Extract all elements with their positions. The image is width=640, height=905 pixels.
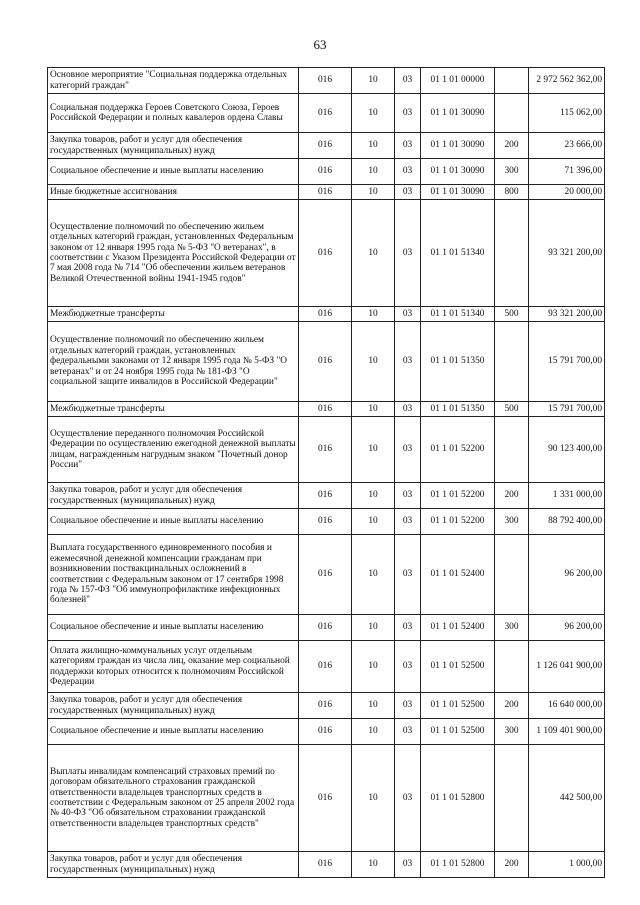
subsection-code-cell: 03 (395, 641, 421, 693)
section-code-cell: 10 (352, 852, 395, 878)
expense-type-cell (495, 745, 529, 852)
ministry-code-cell: 016 (299, 307, 352, 322)
table-row (48, 307, 605, 322)
section-code-cell: 10 (352, 719, 395, 745)
amount-cell: 96 200,00 (529, 615, 605, 641)
subsection-code-cell: 03 (395, 402, 421, 417)
amount-cell: 16 640 000,00 (529, 693, 605, 719)
subsection-code-cell: 03 (395, 535, 421, 615)
amount-cell: 2 972 562 362,00 (529, 68, 605, 94)
subsection-code-cell: 03 (395, 307, 421, 322)
amount-cell: 115 062,00 (529, 94, 605, 133)
amount-cell: 71 396,00 (529, 159, 605, 185)
amount-cell: 15 791 700,00 (529, 402, 605, 417)
amount-cell: 96 200,00 (529, 535, 605, 615)
table-row (48, 641, 605, 693)
subsection-code-cell: 03 (395, 68, 421, 94)
expense-type-cell: 200 (495, 693, 529, 719)
expense-type-cell: 200 (495, 852, 529, 878)
section-code-cell: 10 (352, 693, 395, 719)
target-article-cell: 01 1 01 30090 (421, 94, 495, 133)
table-row (48, 719, 605, 745)
expense-type-cell (495, 641, 529, 693)
table-row (48, 615, 605, 641)
section-code-cell: 10 (352, 615, 395, 641)
section-code-cell: 10 (352, 159, 395, 185)
target-article-cell: 01 1 01 52500 (421, 719, 495, 745)
section-code-cell: 10 (352, 94, 395, 133)
table-row (48, 483, 605, 509)
ministry-code-cell: 016 (299, 693, 352, 719)
table-row (48, 509, 605, 535)
table-row (48, 185, 605, 200)
row-name-cell: Оплата жилищно-коммунальных услуг отдельным категориям граждан из числа лиц, оказание мер социальной поддержки которых относится к полномочиям Российской Федерации (48, 641, 299, 693)
expense-type-cell (495, 535, 529, 615)
row-name-cell: Социальное обеспечение и иные выплаты населению (48, 719, 299, 745)
section-code-cell: 10 (352, 402, 395, 417)
subsection-code-cell: 03 (395, 483, 421, 509)
table-row (48, 852, 605, 878)
ministry-code-cell: 016 (299, 535, 352, 615)
table-row (48, 322, 605, 402)
row-name-cell: Основное мероприятие "Социальная поддержка отдельных категорий граждан" (48, 68, 299, 94)
target-article-cell: 01 1 01 30090 (421, 133, 495, 159)
amount-cell: 93 321 200,00 (529, 200, 605, 307)
row-name-cell: Осуществление полномочий по обеспечению жильем отдельных категорий граждан, установленных Федеральным законом от 12 января 1995 года № 5-ФЗ "О ветеранах", в соответствии с Указом Президента Российской Федерации от 7 мая 2008 года № 714 "Об обеспечении жильем ветеранов Великой Отечественной войны 1941-1945 годов" (48, 200, 299, 307)
amount-cell: 23 666,00 (529, 133, 605, 159)
expense-type-cell: 200 (495, 483, 529, 509)
target-article-cell: 01 1 01 30090 (421, 159, 495, 185)
row-name-cell: Осуществление переданного полномочия Российской Федерации по осуществлению ежегодной денежной выплаты лицам, награжденным нагрудным знаком "Почетный донор России" (48, 417, 299, 483)
expense-type-cell: 300 (495, 509, 529, 535)
subsection-code-cell: 03 (395, 719, 421, 745)
subsection-code-cell: 03 (395, 509, 421, 535)
expense-type-cell: 200 (495, 133, 529, 159)
section-code-cell: 10 (352, 535, 395, 615)
page-number: 63 (313, 37, 327, 52)
amount-cell: 442 500,00 (529, 745, 605, 852)
section-code-cell: 10 (352, 200, 395, 307)
table-row (48, 200, 605, 307)
ministry-code-cell: 016 (299, 719, 352, 745)
ministry-code-cell: 016 (299, 745, 352, 852)
row-name-cell: Выплаты инвалидам компенсаций страховых премий по договорам обязательного страхования гражданской ответственности владельцев транспортных средств в соответствии с Федеральным законом от 25 апреля 2002 года № 40-ФЗ "Об обязательном страховании гражданской ответственности владельцев транспортных средств" (48, 745, 299, 852)
row-name-cell: Социальное обеспечение и иные выплаты населению (48, 509, 299, 535)
table-row (48, 417, 605, 483)
subsection-code-cell: 03 (395, 200, 421, 307)
target-article-cell: 01 1 01 52800 (421, 745, 495, 852)
ministry-code-cell: 016 (299, 200, 352, 307)
ministry-code-cell: 016 (299, 402, 352, 417)
amount-cell: 90 123 400,00 (529, 417, 605, 483)
ministry-code-cell: 016 (299, 509, 352, 535)
expense-type-cell (495, 68, 529, 94)
row-name-cell: Социальное обеспечение и иные выплаты населению (48, 159, 299, 185)
amount-cell: 93 321 200,00 (529, 307, 605, 322)
expense-type-cell (495, 322, 529, 402)
ministry-code-cell: 016 (299, 133, 352, 159)
table-row (48, 94, 605, 133)
section-code-cell: 10 (352, 185, 395, 200)
row-name-cell: Закупка товаров, работ и услуг для обеспечения государственных (муниципальных) нужд (48, 852, 299, 878)
amount-cell: 20 000,00 (529, 185, 605, 200)
ministry-code-cell: 016 (299, 615, 352, 641)
row-name-cell: Иные бюджетные ассигнования (48, 185, 299, 200)
section-code-cell: 10 (352, 509, 395, 535)
amount-cell: 1 331 000,00 (529, 483, 605, 509)
ministry-code-cell: 016 (299, 641, 352, 693)
table-row (48, 68, 605, 94)
section-code-cell: 10 (352, 133, 395, 159)
ministry-code-cell: 016 (299, 852, 352, 878)
expense-type-cell: 500 (495, 402, 529, 417)
row-name-cell: Социальная поддержка Героев Советского Союза, Героев Российской Федерации и полных кавалеров ордена Славы (48, 94, 299, 133)
target-article-cell: 01 1 01 52200 (421, 417, 495, 483)
table-row (48, 159, 605, 185)
subsection-code-cell: 03 (395, 745, 421, 852)
expense-type-cell (495, 94, 529, 133)
target-article-cell: 01 1 01 52200 (421, 509, 495, 535)
subsection-code-cell: 03 (395, 693, 421, 719)
subsection-code-cell: 03 (395, 322, 421, 402)
table-row (48, 535, 605, 615)
ministry-code-cell: 016 (299, 417, 352, 483)
row-name-cell: Закупка товаров, работ и услуг для обеспечения государственных (муниципальных) нужд (48, 693, 299, 719)
amount-cell: 1 000,00 (529, 852, 605, 878)
row-name-cell: Закупка товаров, работ и услуг для обеспечения государственных (муниципальных) нужд (48, 133, 299, 159)
subsection-code-cell: 03 (395, 615, 421, 641)
expense-type-cell (495, 417, 529, 483)
target-article-cell: 01 1 01 52800 (421, 852, 495, 878)
table-row (48, 402, 605, 417)
expense-type-cell: 300 (495, 615, 529, 641)
section-code-cell: 10 (352, 68, 395, 94)
target-article-cell: 01 1 01 30090 (421, 185, 495, 200)
amount-cell: 1 126 041 900,00 (529, 641, 605, 693)
section-code-cell: 10 (352, 417, 395, 483)
target-article-cell: 01 1 01 51350 (421, 402, 495, 417)
target-article-cell: 01 1 01 52400 (421, 535, 495, 615)
row-name-cell: Межбюджетные трансферты (48, 307, 299, 322)
table-row (48, 693, 605, 719)
subsection-code-cell: 03 (395, 94, 421, 133)
ministry-code-cell: 016 (299, 68, 352, 94)
subsection-code-cell: 03 (395, 159, 421, 185)
row-name-cell: Социальное обеспечение и иные выплаты населению (48, 615, 299, 641)
ministry-code-cell: 016 (299, 322, 352, 402)
budget-table (47, 67, 605, 878)
target-article-cell: 01 1 01 52500 (421, 641, 495, 693)
amount-cell: 15 791 700,00 (529, 322, 605, 402)
target-article-cell: 01 1 01 51340 (421, 200, 495, 307)
target-article-cell: 01 1 01 51350 (421, 322, 495, 402)
subsection-code-cell: 03 (395, 417, 421, 483)
subsection-code-cell: 03 (395, 185, 421, 200)
table-row (48, 745, 605, 852)
subsection-code-cell: 03 (395, 133, 421, 159)
target-article-cell: 01 1 01 52500 (421, 693, 495, 719)
row-name-cell: Осуществление полномочий по обеспечению жильем отдельных категорий граждан, установленных федеральными законами от 12 января 1995 года № 5-ФЗ "О ветеранах" и от 24 ноября 1995 года № 181-ФЗ "О социальной защите инвалидов в Российской Федерации" (48, 322, 299, 402)
section-code-cell: 10 (352, 322, 395, 402)
target-article-cell: 01 1 01 51340 (421, 307, 495, 322)
row-name-cell: Закупка товаров, работ и услуг для обеспечения государственных (муниципальных) нужд (48, 483, 299, 509)
ministry-code-cell: 016 (299, 159, 352, 185)
expense-type-cell (495, 200, 529, 307)
row-name-cell: Выплата государственного единовременного пособия и ежемесячной денежной компенсации гражданам при возникновении поствакцинальных осложнений в соответствии с Федеральным законом от 17 сентября 1998 года № 157-ФЗ "Об иммунопрофилактике инфекционных болезней" (48, 535, 299, 615)
expense-type-cell: 500 (495, 307, 529, 322)
expense-type-cell: 800 (495, 185, 529, 200)
target-article-cell: 01 1 01 00000 (421, 68, 495, 94)
expense-type-cell: 300 (495, 159, 529, 185)
section-code-cell: 10 (352, 641, 395, 693)
target-article-cell: 01 1 01 52200 (421, 483, 495, 509)
section-code-cell: 10 (352, 745, 395, 852)
target-article-cell: 01 1 01 52400 (421, 615, 495, 641)
ministry-code-cell: 016 (299, 483, 352, 509)
section-code-cell: 10 (352, 307, 395, 322)
ministry-code-cell: 016 (299, 185, 352, 200)
ministry-code-cell: 016 (299, 94, 352, 133)
amount-cell: 1 109 401 900,00 (529, 719, 605, 745)
amount-cell: 88 792 400,00 (529, 509, 605, 535)
table-row (48, 133, 605, 159)
row-name-cell: Межбюджетные трансферты (48, 402, 299, 417)
subsection-code-cell: 03 (395, 852, 421, 878)
budget-table-body (48, 68, 605, 878)
section-code-cell: 10 (352, 483, 395, 509)
expense-type-cell: 300 (495, 719, 529, 745)
